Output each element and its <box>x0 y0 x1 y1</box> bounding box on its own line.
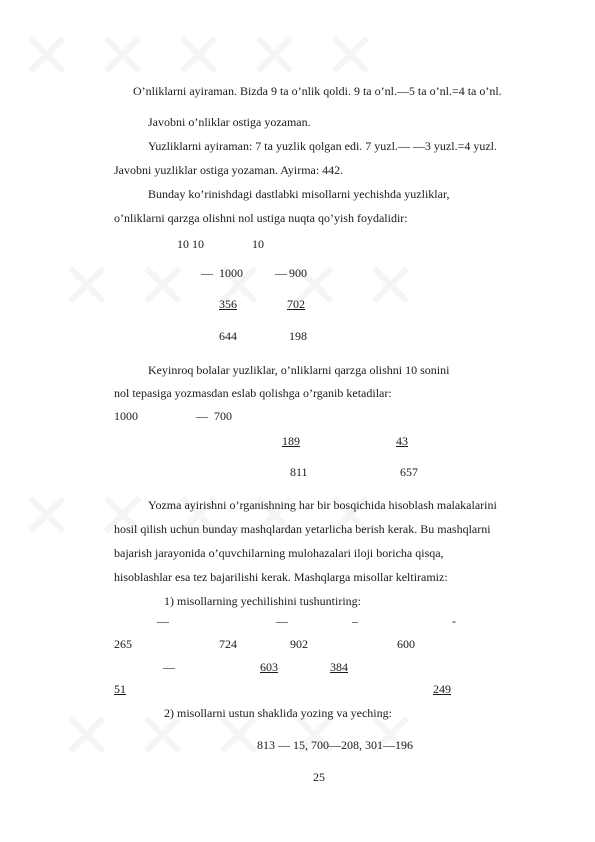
minus-sign: — <box>275 266 287 280</box>
minuend: 902 <box>290 637 308 651</box>
subtrahend: 702 <box>287 297 305 311</box>
subtrahend: 189 <box>282 434 300 448</box>
watermark <box>60 250 417 324</box>
paragraph-line: Yozma ayirishni o’rganishning har bir bosqichida hisoblash malakalarini <box>148 498 497 512</box>
minuend: 1000 <box>114 409 138 423</box>
minus-sign: — <box>196 409 208 423</box>
task-heading: 2) misollarni ustun shaklida yozing va yeching: <box>164 706 392 720</box>
watermark <box>20 20 377 94</box>
paragraph-line: Bunday ko’rinishdagi dastlabki misollarni yechishda yuzliklar, <box>148 187 450 201</box>
minus-sign: — <box>163 660 175 674</box>
difference: 811 <box>290 465 308 479</box>
watermark <box>20 480 377 554</box>
subtrahend: 384 <box>330 660 348 674</box>
difference: 657 <box>400 465 418 479</box>
subtrahend: 249 <box>433 682 451 696</box>
minuend: 700 <box>214 409 232 423</box>
page-number: 25 <box>313 770 325 784</box>
paragraph-line: o’nliklarni qarzga olishni nol ustiga nuqta qo’yish foydalidir: <box>114 211 408 225</box>
subtrahend: 356 <box>219 297 237 311</box>
minus-sign: — <box>157 614 169 628</box>
minuend: 900 <box>289 266 307 280</box>
minus-sign: – <box>352 614 358 628</box>
minuend: 724 <box>219 637 237 651</box>
paragraph-line: bajarish jarayonida o’quvchilarning mulohazalari iloji boricha qisqa, <box>114 546 444 560</box>
minus-sign: - <box>452 614 456 628</box>
subtrahend: 43 <box>396 434 408 448</box>
paragraph-line: Javobni yuzliklar ostiga yozaman. Ayirma: 442. <box>114 163 344 177</box>
subtrahend: 51 <box>114 682 126 696</box>
paragraph-line: nol tepasiga yozmasdan eslab qolishga o’rganib ketadilar: <box>114 386 392 400</box>
difference: 198 <box>289 329 307 343</box>
paragraph-line: O’nliklarni ayiraman. Bizda 9 ta o’nlik qoldi. 9 ta o’nl.—5 ta o’nl.=4 ta o’nl. <box>133 84 502 98</box>
task-heading: 1) misollarning yechilishini tushuntiring: <box>164 594 361 608</box>
difference: 644 <box>219 329 237 343</box>
exercise-list: 813 — 15, 700—208, 301—196 <box>257 738 413 752</box>
borrow-marks: 10 <box>252 237 264 251</box>
borrow-marks: 10 10 <box>177 237 204 251</box>
minuend: 265 <box>114 637 132 651</box>
paragraph-line: hosil qilish uchun bunday mashqlardan yetarlicha berish kerak. Bu mashqlarni <box>114 522 491 536</box>
minuend: 1000 <box>219 266 243 280</box>
minuend: 600 <box>397 637 415 651</box>
paragraph-line: Keyinroq bolalar yuzliklar, o’nliklarni qarzga olishni 10 sonini <box>148 363 450 377</box>
paragraph-line: Javobni o’nliklar ostiga yozaman. <box>148 115 311 129</box>
paragraph-line: Yuzliklarni ayiraman: 7 ta yuzlik qolgan edi. 7 yuzl.— —3 yuzl.=4 yuzl. <box>148 139 498 153</box>
paragraph-line: hisoblashlar esa tez bajarilishi kerak. Mashqlarga misollar keltiramiz: <box>114 570 448 584</box>
subtrahend: 603 <box>260 660 278 674</box>
minus-sign: — <box>201 266 213 280</box>
minus-sign: — <box>276 614 288 628</box>
